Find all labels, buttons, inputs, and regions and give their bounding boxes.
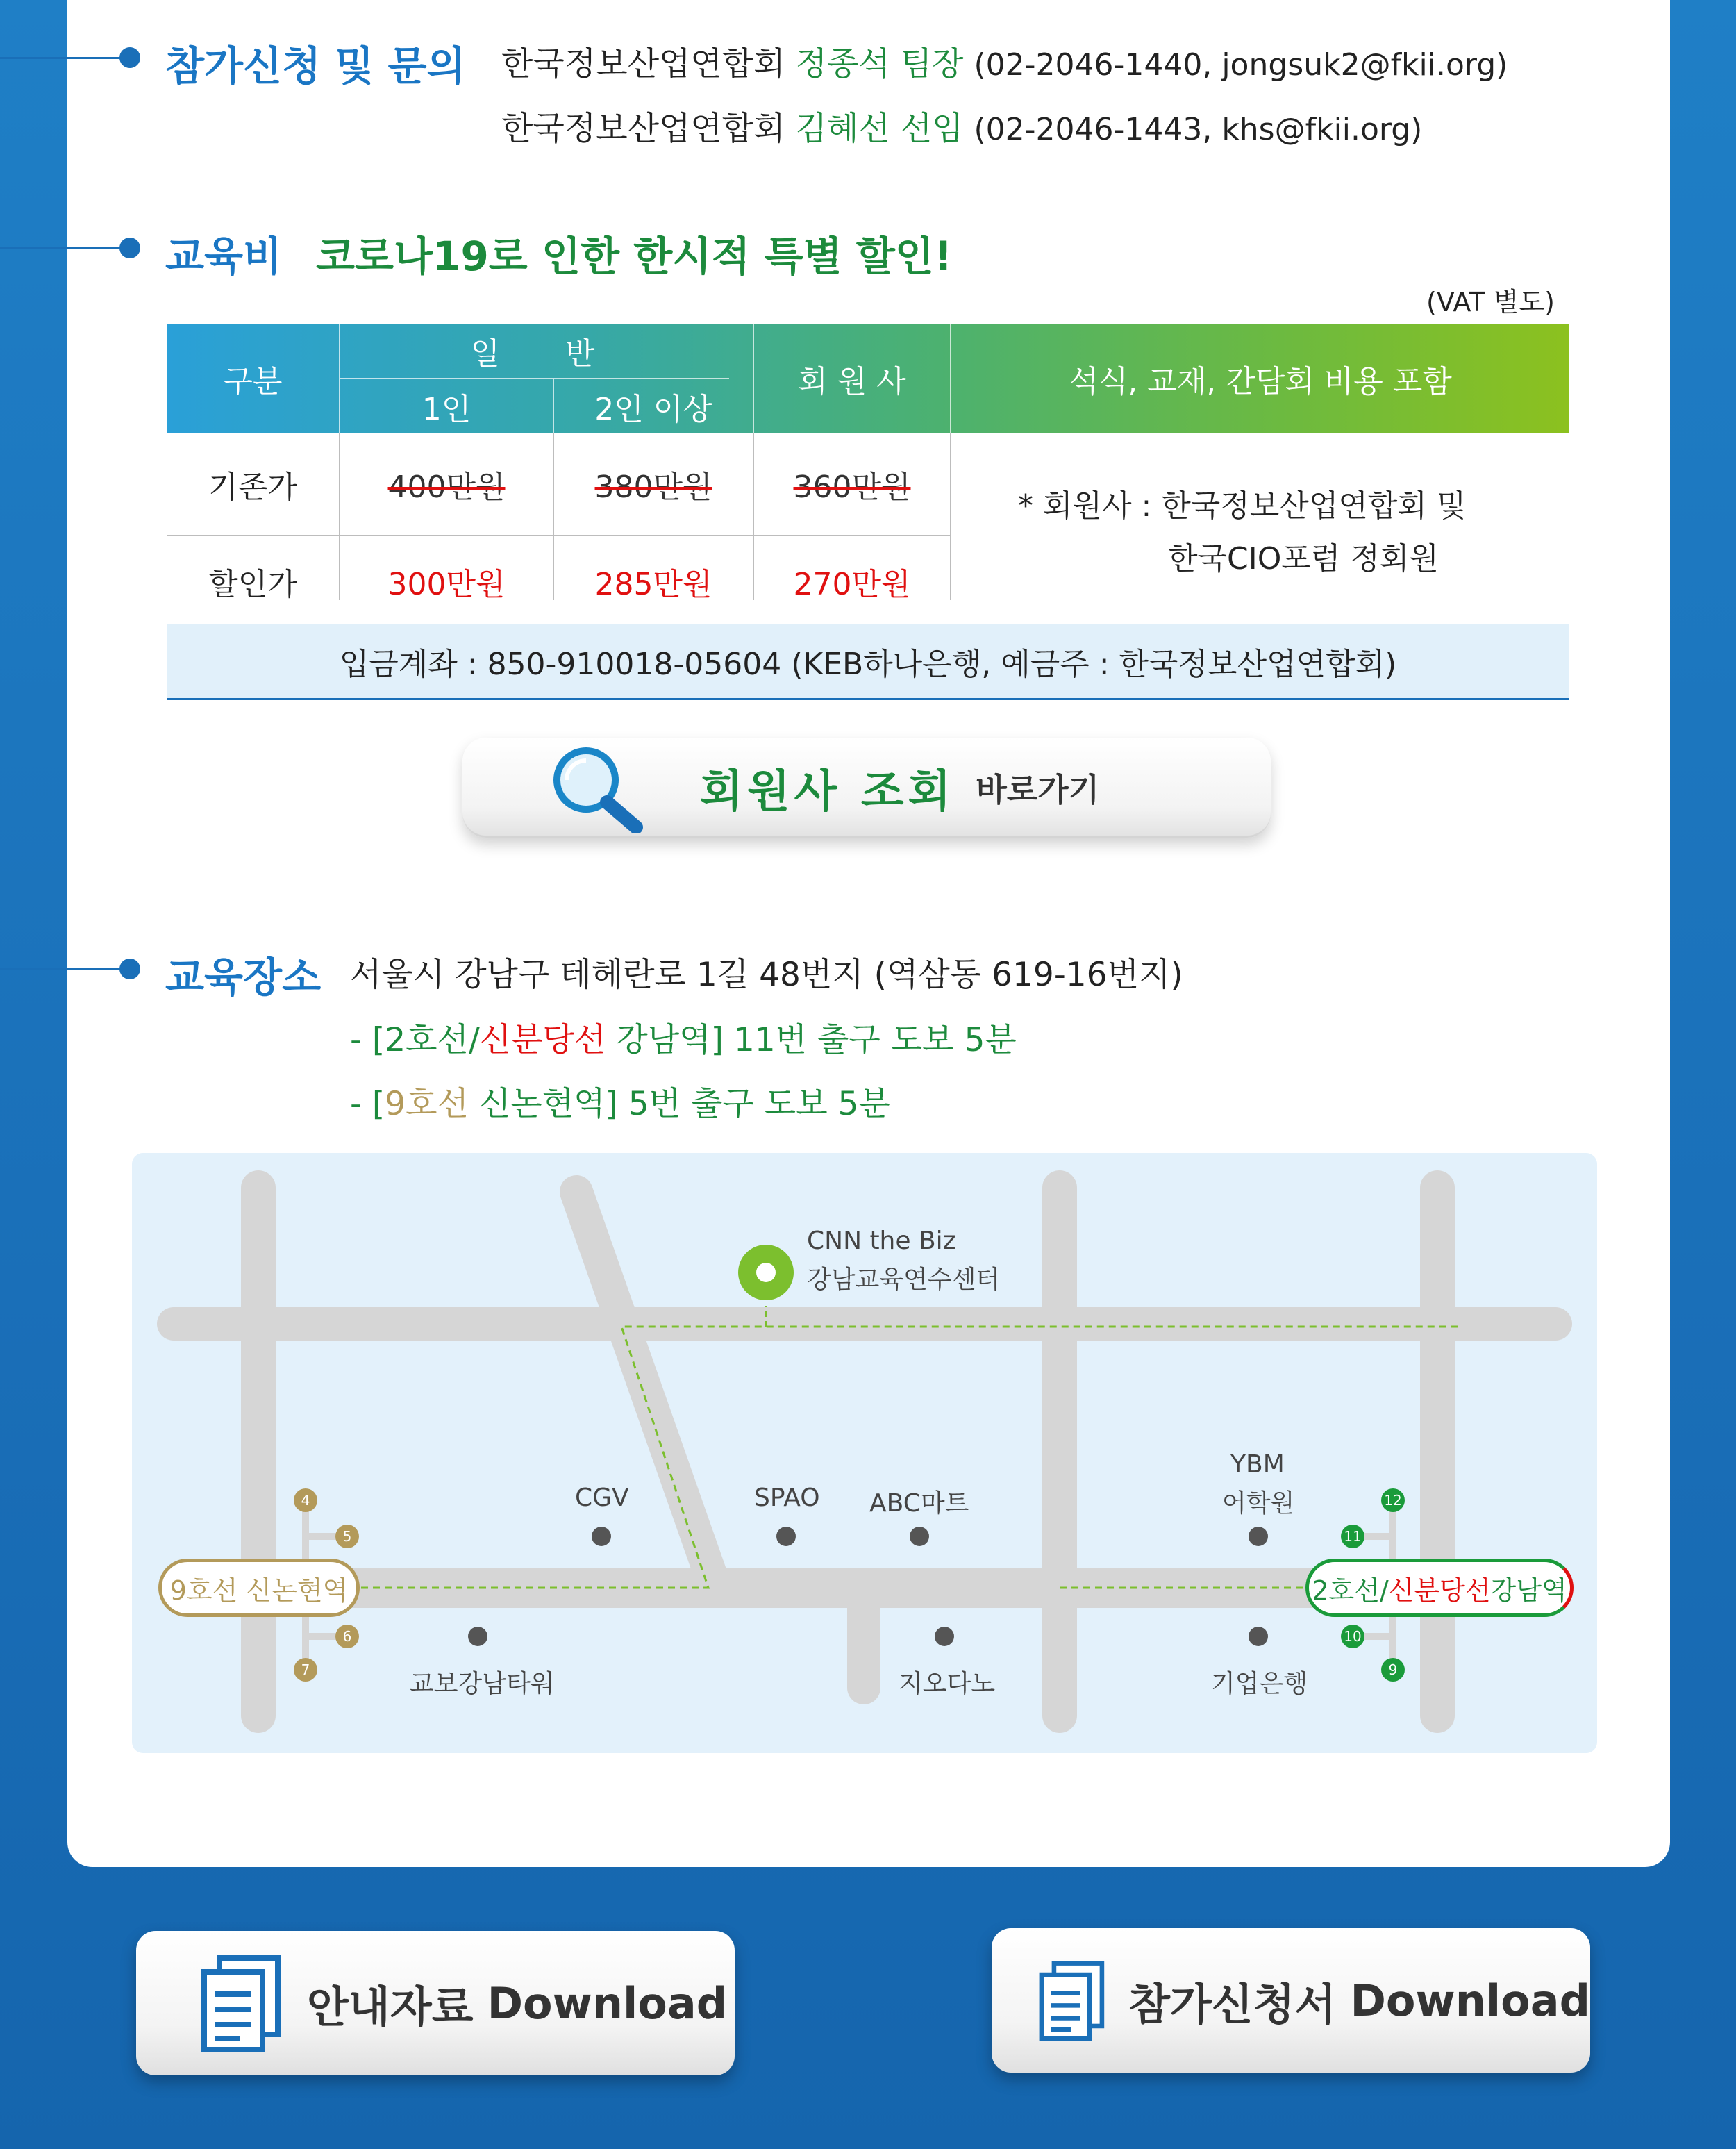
landmark-kyobo: 교보강남타워 — [410, 1670, 555, 1698]
price-original-one: 400만원 — [387, 470, 506, 505]
venue-address: 서울시 강남구 테헤란로 1길 48번지 (역삼동 619-16번지) — [350, 956, 1183, 994]
route-bracket: [ — [372, 1085, 385, 1123]
contact-person: 김혜선 선임 — [795, 110, 964, 148]
header-included: 석식, 교재, 간담회 비용 포함 — [1069, 364, 1452, 399]
price-original-two: 380만원 — [594, 470, 712, 505]
landmark-ybm-2: 어학원 — [1222, 1489, 1295, 1518]
route-station: 강남역] — [606, 1021, 724, 1059]
route-line9: 9호선 — [385, 1085, 469, 1123]
magnifier-icon — [546, 742, 650, 833]
contact-title: 참가신청 및 문의 — [165, 42, 466, 90]
member-note-1: * 회원사 : 한국정보산업연합회 및 — [1018, 488, 1467, 524]
route-slash: / — [468, 1021, 480, 1059]
row-label-original: 기존가 — [208, 470, 297, 505]
table-divider — [950, 433, 951, 600]
section-connector-line — [0, 247, 122, 249]
price-original-member: 360만원 — [793, 470, 911, 505]
section-bullet — [119, 47, 140, 68]
fee-title: 교육비 — [165, 233, 283, 280]
contact-detail: (02-2046-1440, jongsuk2@fkii.org) — [974, 47, 1508, 83]
station-sinnonhyeon: 9호선 신논현역 — [158, 1559, 360, 1617]
lookup-main-label: 회원사 조회 — [700, 766, 955, 818]
contact-person: 정종석 팀장 — [795, 45, 964, 83]
header-general: 일 반 — [470, 336, 623, 372]
contact-detail: (02-2046-1443, khs@fkii.org) — [974, 112, 1423, 147]
guide-download-button[interactable] — [136, 1931, 735, 2075]
route-rest: 11번 출구 도보 5분 — [723, 1021, 1017, 1059]
exit-badge: 10 — [1341, 1625, 1364, 1648]
member-note-2: 한국CIO포럼 정회원 — [1168, 541, 1439, 576]
venue-route-2 — [350, 1078, 890, 1125]
location-map — [132, 1153, 1597, 1753]
header-one-person: 1인 — [422, 392, 471, 427]
route-dash: - — [350, 1085, 372, 1123]
landmark-zioda: 지오다노 — [899, 1670, 996, 1698]
station-line2: 2호선/ — [1312, 1575, 1389, 1606]
contact-org: 한국정보산업연합회 — [501, 110, 785, 148]
exit-badge: 4 — [294, 1488, 317, 1512]
document-icon — [196, 1951, 293, 2055]
contact-line-1 — [501, 38, 1508, 85]
document-icon — [1035, 1948, 1115, 2052]
member-lookup-button[interactable] — [462, 738, 1271, 838]
header-member: 회 원 사 — [798, 364, 906, 399]
exit-badge: 5 — [335, 1525, 359, 1548]
vat-note: (VAT 별도) — [1426, 287, 1555, 317]
venue-title: 교육장소 — [165, 954, 322, 1001]
application-action: Download — [1350, 1975, 1590, 2026]
landmark-cgv: CGV — [575, 1484, 629, 1512]
price-discount-member: 270만원 — [793, 567, 911, 602]
route-bracket: [ — [372, 1021, 385, 1059]
section-connector-line — [0, 57, 122, 59]
exit-badge: 7 — [294, 1658, 317, 1682]
fee-headline: 코로나19로 인한 한시적 특별 할인! — [316, 233, 953, 280]
guide-action: Download — [487, 1977, 728, 2029]
route-station: 신논현역] — [468, 1085, 618, 1123]
venue-route-1 — [350, 1014, 1017, 1061]
station-name: 강남역 — [1490, 1575, 1567, 1606]
section-bullet — [119, 959, 140, 979]
price-discount-two: 285만원 — [594, 567, 712, 602]
landmark-abc: ABC마트 — [869, 1489, 969, 1518]
lookup-sub-label: 바로가기 — [976, 771, 1100, 808]
station-gangnam — [1305, 1559, 1574, 1617]
header-category: 구분 — [223, 364, 283, 399]
section-bullet — [119, 238, 140, 258]
route-dash: - — [350, 1021, 372, 1059]
exit-badge: 11 — [1341, 1525, 1364, 1548]
contact-org: 한국정보산업연합회 — [501, 45, 785, 83]
exit-badge: 9 — [1381, 1658, 1405, 1682]
row-label-discount: 할인가 — [208, 567, 297, 602]
price-discount-one: 300만원 — [387, 567, 506, 602]
route-rest: 5번 출구 도보 5분 — [617, 1085, 890, 1123]
contact-line-2 — [501, 103, 1422, 149]
route-shinbundang: 신분당선 — [479, 1021, 606, 1059]
guide-label: 안내자료 — [307, 1981, 474, 2032]
application-download-button[interactable] — [992, 1928, 1590, 2073]
exit-badge: 6 — [335, 1625, 359, 1648]
bank-account: 입금계좌 : 850-910018-05604 (KEB하나은행, 예금주 : 한국정보산업연합회) — [167, 624, 1569, 700]
landmark-ibk: 기업은행 — [1211, 1670, 1308, 1698]
section-connector-line — [0, 968, 122, 970]
station-shinbundang: 신분당선 — [1388, 1575, 1491, 1606]
landmark-spao: SPAO — [754, 1484, 820, 1512]
route-line2: 2호선 — [385, 1021, 469, 1059]
destination-label-1: CNN the Biz — [807, 1227, 956, 1255]
exit-badge: 12 — [1381, 1488, 1405, 1512]
landmark-ybm-1: YBM — [1230, 1450, 1285, 1479]
application-label: 참가신청서 — [1128, 1978, 1337, 2030]
header-two-plus: 2인 이상 — [594, 392, 712, 427]
destination-label-2: 강남교육연수센터 — [807, 1266, 1001, 1294]
